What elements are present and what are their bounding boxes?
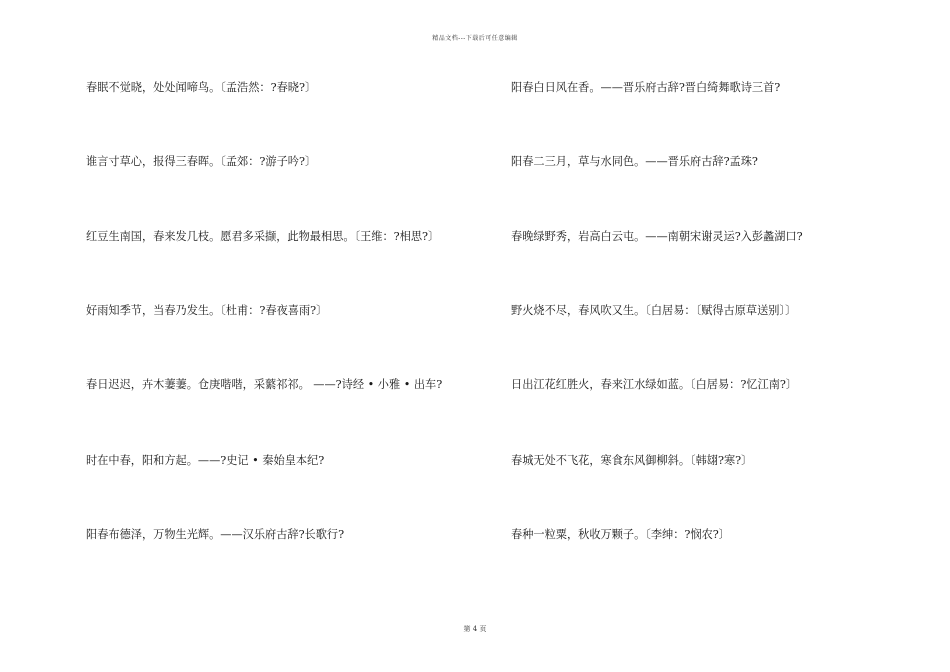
page-header: 精品文档---下载后可任意编辑 bbox=[432, 35, 518, 42]
poem-line: 春种一粒粟，秋收万颗子。〔李绅：?悯农?〕 bbox=[511, 528, 730, 541]
poem-line: 野火烧不尽，春风吹又生。〔白居易：〔赋得古原草送别〕〕 bbox=[511, 304, 797, 317]
poem-line: 阳春布德泽，万物生光辉。——汉乐府古辞?长歌行? bbox=[86, 528, 345, 541]
poem-line: 春眠不觉晓，处处闻啼鸟。〔孟浩然：?春晓?〕 bbox=[86, 81, 317, 94]
poem-line: 谁言寸草心，报得三春晖。〔孟郊：?游子吟?〕 bbox=[86, 155, 317, 168]
poem-line: 春城无处不飞花，寒食东风御柳斜。〔韩翃?寒?〕 bbox=[511, 454, 753, 467]
poem-line: 红豆生南国，春来发几枝。愿君多采撷，此物最相思。〔王维：?相思?〕 bbox=[86, 230, 440, 243]
poem-line: 春晚绿野秀，岩高白云屯。——南朝宋谢灵运?入彭蠡湖口? bbox=[511, 230, 803, 243]
poem-line: 好雨知季节，当春乃发生。〔杜甫：?春夜喜雨?〕 bbox=[86, 304, 328, 317]
page-number: 第 4 页 bbox=[463, 625, 487, 633]
poem-line: 阳春白日风在香。——晋乐府古辞?晋白绮舞歌诗三首? bbox=[511, 81, 781, 94]
poem-line: 日出江花红胜火，春来江水绿如蓝。〔白居易：?忆江南?〕 bbox=[511, 378, 798, 391]
poem-line: 时在中春，阳和方起。——?史记 • 秦始皇本纪? bbox=[86, 454, 325, 467]
poem-line: 春日迟迟，卉木萋萋。仓庚喈喈，采蘩祁祁。 ——?诗经 • 小雅 • 出车? bbox=[86, 378, 443, 391]
poem-line: 阳春二三月，草与水同色。——晋乐府古辞?孟珠? bbox=[511, 155, 758, 168]
